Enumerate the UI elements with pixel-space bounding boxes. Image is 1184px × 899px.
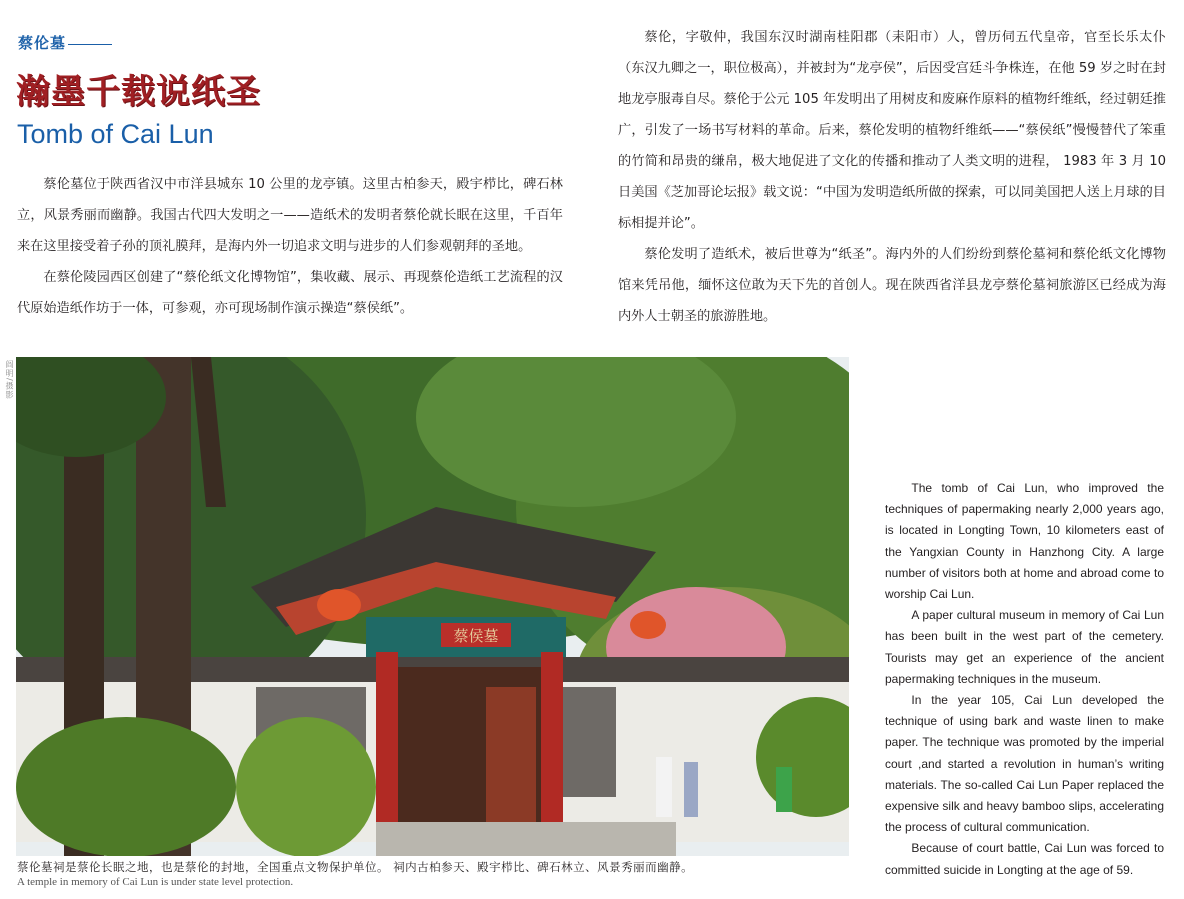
kicker-rule [68,44,112,45]
page-title-english: Tomb of Cai Lun [17,119,214,149]
english-paragraph-1: The tomb of Cai Lun, who improved the techniques of papermaking nearly 2,000 years ago, is located in Longting Town, 10 kilometers east of the Yangxian County in Hanzhong City. A large number of visitors both at home and abroad come to worship Cai Lun. [885,481,1164,602]
page-title-chinese: 瀚墨千载说纸圣 [16,72,261,112]
temple-photo [16,357,849,856]
right-article-column [618,22,1166,332]
english-paragraph-4: Because of court battle, Cai Lun was forced to committed suicide in Longting at the age of 59. [885,841,1164,877]
photo-caption-chinese: 蔡伦墓祠是蔡伦长眠之地，也是蔡伦的封地，全国重点文物保护单位。 祠内古柏参天、殿宇栉比、碑石林立、风景秀丽而幽静。 [17,860,694,874]
left-paragraph-2: 在蔡伦陵园西区创建了“蔡伦纸文化博物馆”，集收藏、展示、再现蔡伦造纸工艺流程的汉代原始造纸作坊于一体，可参观，亦可现场制作演示操造“蔡侯纸”。 [17,270,563,316]
section-kicker: 蔡伦墓 [18,32,112,53]
left-paragraph-1: 蔡伦墓位于陕西省汉中市洋县城东 10 公里的龙亭镇。这里古柏参天，殿宇栉比，碑石林立，风景秀丽而幽静。我国古代四大发明之一——造纸术的发明者蔡伦就长眠在这里，千百年来在这里接受着子孙的顶礼膜拜，是海内外一切追求文明与进步的人们参观朝拜的圣地。 [17,177,563,254]
photo-credit: 阎明/摄影 [5,360,14,400]
photo-caption-english: A temple in memory of Cai Lun is under state level protection. [17,876,294,888]
english-summary-column [885,478,1164,881]
gate-plaque-text: 蔡侯墓 [453,627,499,645]
english-paragraph-2: A paper cultural museum in memory of Cai Lun has been built in the west part of the cemetery. Tourists may get an experience of the ancient papermaking techniques in the museum. [885,608,1164,686]
right-paragraph-1: 蔡伦，字敬仲，我国东汉时湖南桂阳郡（耒阳市）人，曾历伺五代皇帝，官至长乐太仆（东汉九卿之一，职位极高），并被封为“龙亭侯”，后因受宫廷斗争株连，在他 59 岁之时在封地龙亭服毒自尽。蔡伦于公元 105 年发明出了用树皮和废麻作原料的植物纤维纸，经过朝廷推广，引发了一场书写材料的革命。后来，蔡伦发明的植物纤维纸——“蔡侯纸”慢慢替代了笨重的竹简和昂贵的缣帛，极大地促进了文化的传播和推动了人类文明的进程， 1983 年 3 月 10 日美国《芝加哥论坛报》载文说：“中国为发明造纸所做的探索，可以同美国把人送上月球的目标相提并论”。 [618,30,1166,231]
english-paragraph-3: In the year 105, Cai Lun developed the technique of using bark and waste linen to make paper. The technique was promoted by the imperial court ,and started a revolution in human’s writing materials. The so-called Cai Lun Paper replaced the expensive silk and heavy bamboo slips, accelerating the process of cultural communication. [885,693,1164,835]
temple-illustration [16,357,849,856]
left-article-column [17,169,563,324]
right-paragraph-2: 蔡伦发明了造纸术，被后世尊为“纸圣”。海内外的人们纷纷到蔡伦墓祠和蔡伦纸文化博物馆来凭吊他，缅怀这位敢为天下先的首创人。现在陕西省洋县龙亭蔡伦墓祠旅游区已经成为海内外人士朝圣的旅游胜地。 [618,247,1166,324]
